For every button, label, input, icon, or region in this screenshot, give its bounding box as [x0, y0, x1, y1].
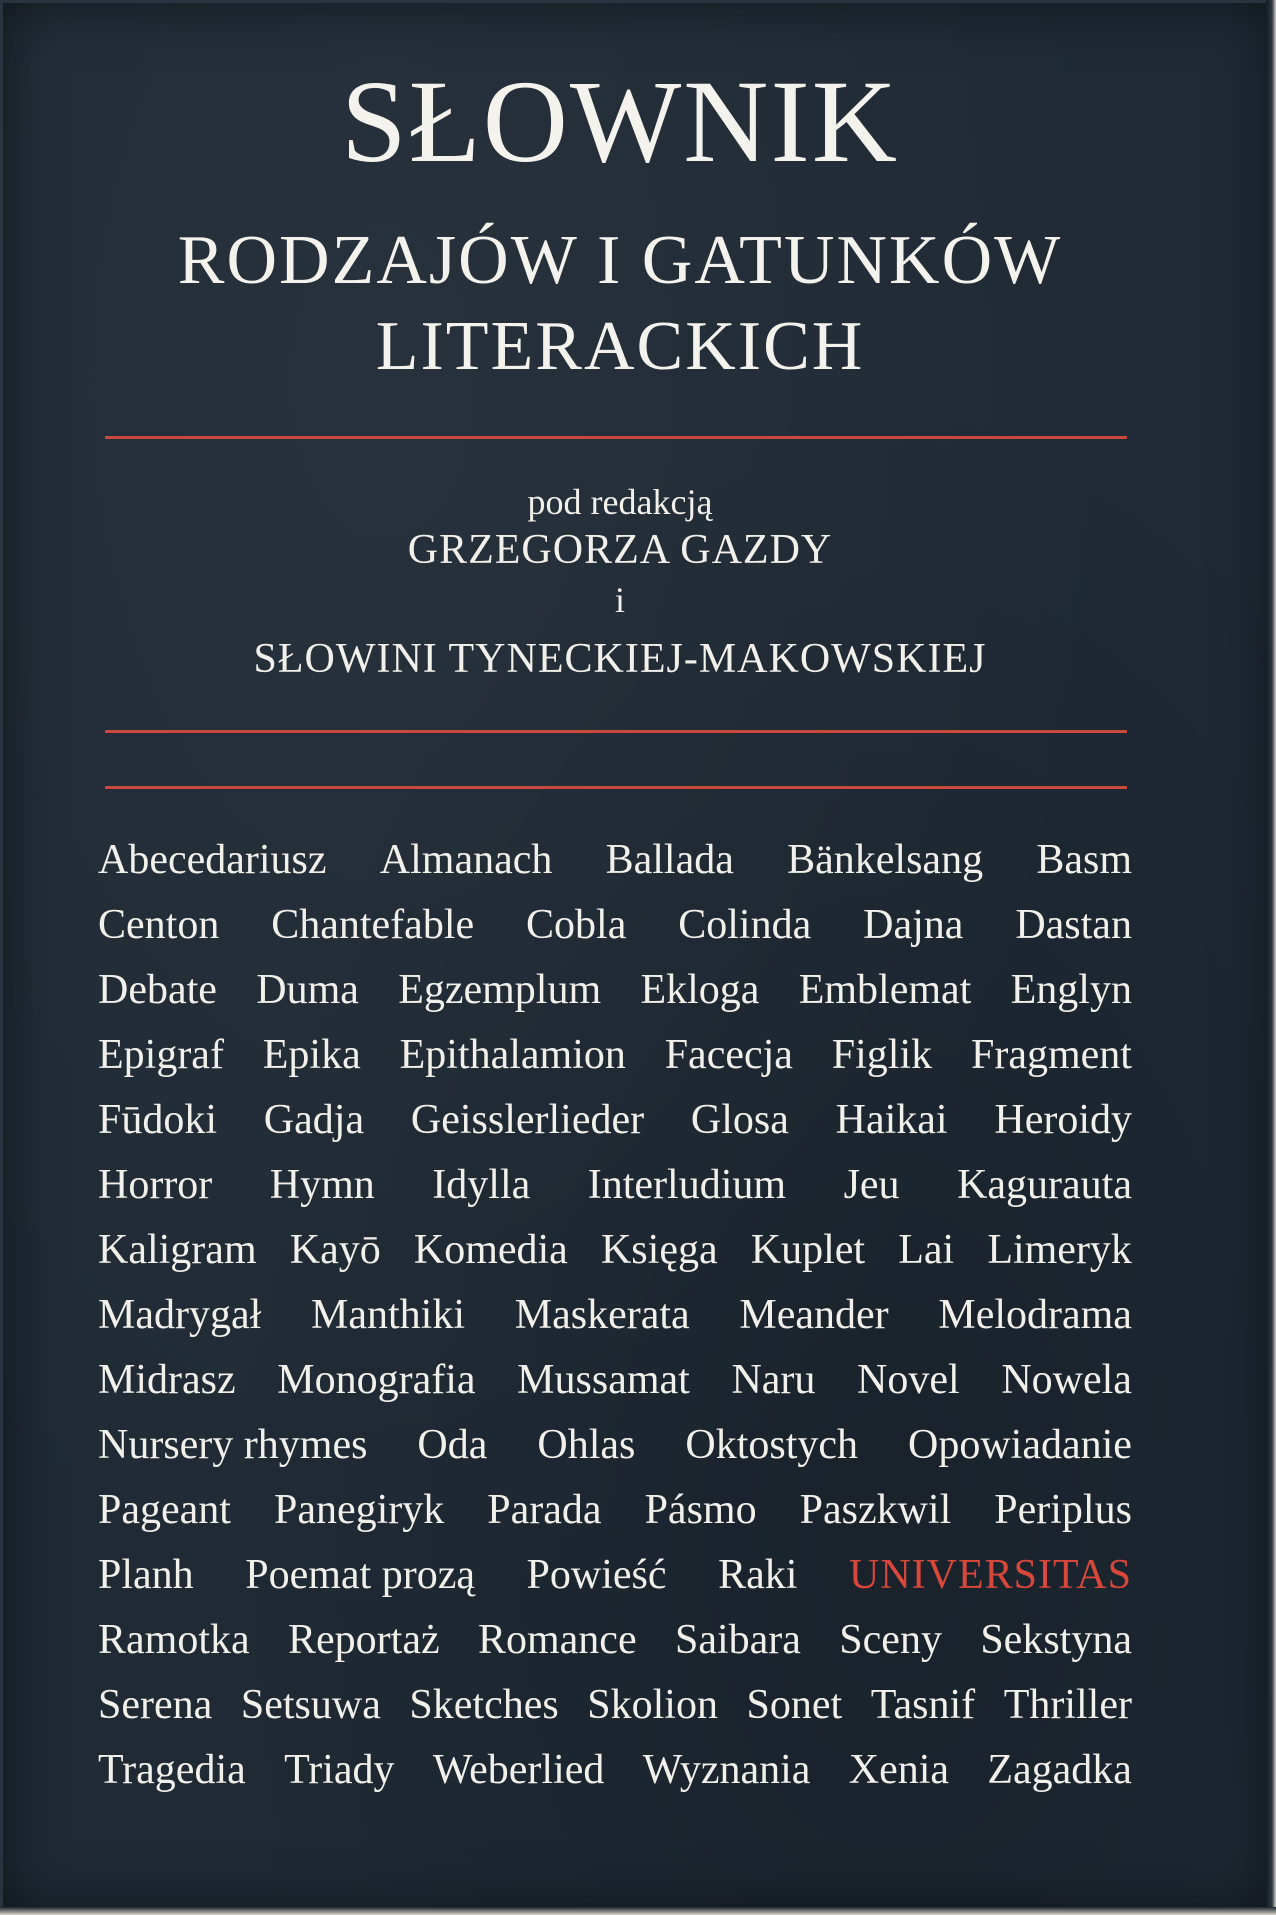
title-main: SŁOWNIK [340, 56, 900, 187]
genre-term: Midrasz [98, 1357, 236, 1403]
genre-term: Hymn [269, 1162, 375, 1208]
genre-term: Księga [600, 1227, 718, 1273]
editor-name-2: SŁOWINI TYNECKIEJ-MAKOWSKIEJ [253, 636, 987, 682]
book-edge-bottom [0, 1907, 1276, 1915]
genre-term: Novel [857, 1357, 960, 1403]
book-edge-right [1266, 0, 1276, 1915]
genre-term: Nursery rhymes [98, 1422, 368, 1468]
publisher-name: UNIVERSITAS [849, 1552, 1132, 1598]
genre-term: Sceny [839, 1617, 942, 1663]
genre-term: Periplus [994, 1487, 1132, 1533]
genre-line [98, 1023, 1132, 1088]
genre-term: Reportaż [288, 1617, 440, 1663]
title-subtitle-line-1: RODZAJÓW I GATUNKÓW [177, 222, 1063, 299]
genre-term: Cobla [526, 902, 627, 948]
genre-line [98, 1673, 1132, 1738]
genre-term: Poemat prozą [245, 1552, 475, 1598]
divider-rule-bottom [105, 786, 1127, 789]
genre-term: Komedia [413, 1227, 568, 1273]
genre-term: Ballada [605, 837, 734, 883]
genre-term: Interludium [587, 1162, 787, 1208]
genre-term: Kayō [289, 1227, 381, 1273]
genre-term: Epithalamion [399, 1032, 626, 1078]
genre-term: Romance [477, 1617, 637, 1663]
divider-rule-middle [105, 730, 1127, 733]
genre-line [98, 1088, 1132, 1153]
genre-list [98, 828, 1132, 1803]
genre-term: Triady [284, 1747, 395, 1793]
genre-term: Panegiryk [273, 1487, 445, 1533]
title-subtitle-line-2: LITERACKICH [375, 308, 865, 385]
genre-term: Zagadka [987, 1747, 1132, 1793]
genre-term: Limeryk [987, 1227, 1132, 1273]
genre-line [98, 1608, 1132, 1673]
genre-term: Centon [98, 902, 220, 948]
genre-term: Geisslerlieder [410, 1097, 645, 1143]
genre-term: Fūdoki [98, 1097, 218, 1143]
genre-term: Paszkwil [799, 1487, 952, 1533]
genre-term: Sonet [746, 1682, 843, 1728]
genre-line [98, 1348, 1132, 1413]
genre-term: Egzemplum [398, 967, 602, 1013]
genre-term: Xenia [848, 1747, 950, 1793]
genre-term: Powieść [526, 1552, 667, 1598]
genre-line [98, 1738, 1132, 1803]
genre-term: Kaligram [98, 1227, 257, 1273]
genre-term: Serena [98, 1682, 213, 1728]
genre-term: Englyn [1010, 967, 1132, 1013]
genre-term: Ramotka [98, 1617, 250, 1663]
genre-term: Setsuwa [240, 1682, 381, 1728]
genre-term: Dajna [863, 902, 964, 948]
genre-line [98, 828, 1132, 893]
genre-term: Epigraf [98, 1032, 224, 1078]
genre-term: Madrygał [98, 1292, 262, 1338]
divider-rule-top [105, 436, 1127, 439]
genre-term: Melodrama [938, 1292, 1132, 1338]
genre-term: Kuplet [750, 1227, 866, 1273]
genre-term: Wyznania [642, 1747, 811, 1793]
genre-term: Almanach [379, 837, 553, 883]
genre-term: Idylla [432, 1162, 531, 1208]
genre-term: Ohlas [537, 1422, 636, 1468]
genre-line [98, 893, 1132, 958]
genre-term: Maskerata [514, 1292, 690, 1338]
genre-term: Oda [417, 1422, 488, 1468]
genre-term: Gadja [263, 1097, 365, 1143]
genre-term: Jeu [843, 1162, 900, 1208]
genre-term: Chantefable [271, 902, 475, 948]
editor-name-1: GRZEGORZA GAZDY [407, 527, 833, 573]
genre-term: Ekloga [640, 967, 760, 1013]
editors-conjunction: i [614, 580, 625, 620]
genre-term: Fragment [970, 1032, 1132, 1078]
genre-line [98, 1283, 1132, 1348]
genre-term: Glosa [690, 1097, 789, 1143]
genre-line [98, 1543, 1132, 1608]
genre-term: Figlik [831, 1032, 933, 1078]
genre-term: Abecedariusz [98, 837, 327, 883]
genre-line [98, 1478, 1132, 1543]
genre-term: Bänkelsang [787, 837, 984, 883]
genre-term: Weberlied [432, 1747, 605, 1793]
genre-line [98, 1218, 1132, 1283]
genre-term: Monografia [277, 1357, 476, 1403]
genre-term: Facecja [664, 1032, 793, 1078]
genre-line [98, 1413, 1132, 1478]
genre-term: Planh [98, 1552, 194, 1598]
genre-term: Haikai [835, 1097, 948, 1143]
genre-term: Pageant [98, 1487, 231, 1533]
genre-term: Thriller [1003, 1682, 1132, 1728]
genre-line [98, 1153, 1132, 1218]
genre-term: Sketches [409, 1682, 559, 1728]
genre-term: Horror [98, 1162, 213, 1208]
genre-term: Oktostych [685, 1422, 859, 1468]
genre-term: Naru [731, 1357, 816, 1403]
genre-term: Debate [98, 967, 217, 1013]
genre-term: Basm [1036, 837, 1132, 883]
genre-term: Emblemat [798, 967, 972, 1013]
editors-intro: pod redakcją [527, 482, 713, 522]
genre-term: Tragedia [98, 1747, 246, 1793]
genre-term: Opowiadanie [908, 1422, 1132, 1468]
genre-term: Nowela [1001, 1357, 1132, 1403]
genre-term: Tasnif [870, 1682, 976, 1728]
genre-term: Parada [487, 1487, 602, 1533]
genre-term: Sekstyna [980, 1617, 1132, 1663]
genre-term: Skolion [587, 1682, 718, 1728]
genre-term: Pásmo [644, 1487, 757, 1533]
genre-term: Heroidy [994, 1097, 1132, 1143]
genre-term: Manthiki [311, 1292, 466, 1338]
genre-term: Epika [262, 1032, 361, 1078]
genre-term: Mussamat [517, 1357, 690, 1403]
genre-term: Raki [718, 1552, 798, 1598]
genre-term: Saibara [674, 1617, 801, 1663]
genre-term: Dastan [1015, 902, 1132, 948]
genre-line [98, 958, 1132, 1023]
genre-term: Lai [898, 1227, 955, 1273]
genre-term: Kagurauta [957, 1162, 1132, 1208]
genre-term: Duma [256, 967, 359, 1013]
genre-term: Meander [739, 1292, 889, 1338]
genre-term: Colinda [678, 902, 812, 948]
